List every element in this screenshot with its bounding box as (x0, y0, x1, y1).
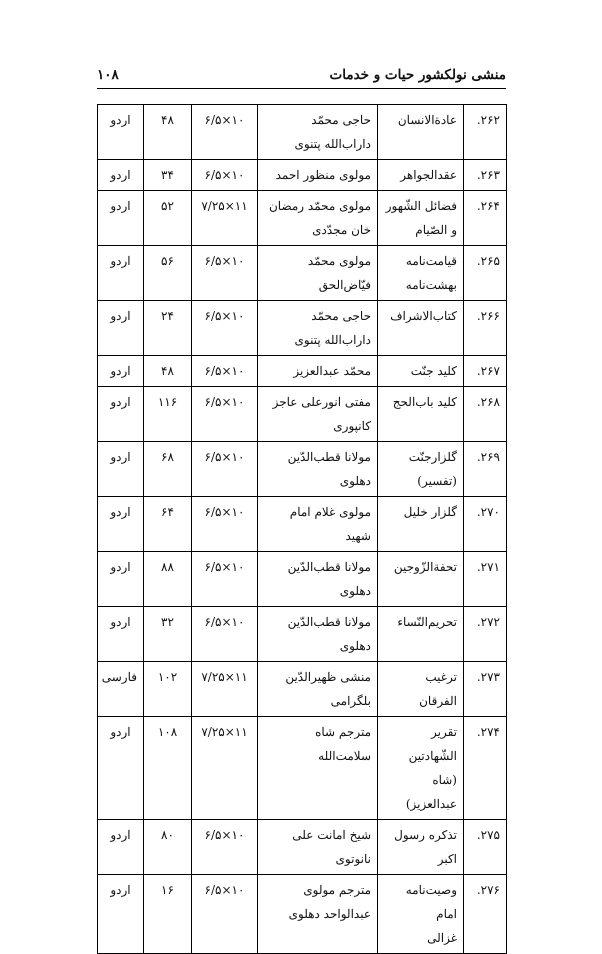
book-title: کتاب‌الاشراف (390, 309, 457, 323)
language: اردو (110, 199, 131, 213)
page-size-cell (192, 497, 258, 552)
language-cell (98, 191, 144, 246)
entry-number-cell (464, 160, 507, 191)
page-count-cell (144, 246, 192, 301)
book-title: وصیت‌نامه امام غزالی (405, 883, 457, 945)
table-row (98, 820, 507, 875)
language: اردو (110, 615, 131, 629)
language-cell (98, 160, 144, 191)
page-size-cell (192, 387, 258, 442)
page-count: ۴۸ (161, 113, 174, 127)
author-name-cell (258, 387, 378, 442)
book-title: تحفةالزّوجین (393, 560, 457, 574)
book-title-cell (378, 607, 464, 662)
language-cell (98, 442, 144, 497)
page-size: ۱۰×۶/۵ (204, 168, 245, 182)
table-row (98, 497, 507, 552)
book-title-cell (378, 301, 464, 356)
page-count: ۲۴ (161, 309, 174, 323)
language: اردو (110, 828, 131, 842)
page-size-cell (192, 246, 258, 301)
page-count-cell (144, 875, 192, 954)
author-name: مولوی محمّد فیّاض‌الحق (307, 254, 371, 292)
entry-number: ۲۶۵. (476, 254, 500, 268)
header-rule (97, 88, 506, 89)
author-name: مولانا قطب‌الدّین دهلوی (287, 560, 371, 598)
author-name: مولانا قطب‌الدّین دهلوی (287, 615, 371, 653)
language-cell (98, 246, 144, 301)
book-title-cell (378, 246, 464, 301)
author-name-cell (258, 717, 378, 820)
page-count-cell (144, 301, 192, 356)
page-count: ۵۶ (161, 254, 174, 268)
table-row (98, 160, 507, 191)
author-name-cell (258, 607, 378, 662)
entry-number: ۲۷۰. (476, 505, 500, 519)
book-title: کلید باب‌الحج (392, 395, 457, 409)
language: اردو (110, 560, 131, 574)
page-size-cell (192, 191, 258, 246)
catalog-table (97, 104, 507, 954)
language: اردو (110, 395, 131, 409)
entry-number: ۲۶۳. (476, 168, 500, 182)
page-count-cell (144, 607, 192, 662)
language: اردو (110, 309, 131, 323)
book-title-cell (378, 875, 464, 954)
running-title: منشی نولکشور حیات و خدمات (329, 67, 506, 83)
entry-number-cell (464, 246, 507, 301)
book-title-cell (378, 662, 464, 717)
book-title-cell (378, 387, 464, 442)
entry-number: ۲۷۳. (476, 670, 500, 684)
entry-number-cell (464, 875, 507, 954)
page-size: ۱۰×۶/۵ (204, 309, 245, 323)
page-size: ۱۱×۷/۲۵ (201, 725, 248, 739)
book-title-cell (378, 191, 464, 246)
page-count: ۶۸ (161, 450, 174, 464)
page-number: ۱۰۸ (97, 67, 119, 83)
page-count: ۱۱۶ (157, 395, 178, 409)
page-size: ۱۰×۶/۵ (204, 828, 245, 842)
catalog-table-body (98, 105, 507, 954)
page-size: ۱۱×۷/۲۵ (201, 199, 248, 213)
language-cell (98, 497, 144, 552)
page-size: ۱۰×۶/۵ (204, 364, 245, 378)
entry-number: ۲۷۲. (476, 615, 500, 629)
entry-number: ۲۷۵. (476, 828, 500, 842)
page-size-cell (192, 442, 258, 497)
page-size-cell (192, 820, 258, 875)
page-size-cell (192, 662, 258, 717)
page-count-cell (144, 497, 192, 552)
author-name-cell (258, 552, 378, 607)
author-name: مولوی منظور احمد (275, 168, 371, 182)
page-count: ۵۲ (161, 199, 174, 213)
book-title: فضائل الشّهور و الصّیام (385, 199, 457, 237)
author-name-cell (258, 160, 378, 191)
page-count-cell (144, 717, 192, 820)
table-row (98, 246, 507, 301)
page-size-cell (192, 607, 258, 662)
page-size: ۱۰×۶/۵ (204, 883, 245, 897)
entry-number-cell (464, 105, 507, 160)
author-name: مترجم شاه سلامت‌الله (315, 725, 371, 763)
book-title-cell (378, 105, 464, 160)
author-name-cell (258, 497, 378, 552)
page-size-cell (192, 356, 258, 387)
language: اردو (110, 505, 131, 519)
language: اردو (110, 450, 131, 464)
author-name: مفتی انورعلی عاجز کانپوری (272, 395, 371, 433)
table-row (98, 717, 507, 820)
table-row (98, 105, 507, 160)
entry-number: ۲۶۹. (476, 450, 500, 464)
author-name-cell (258, 356, 378, 387)
page-count: ۸۰ (161, 828, 174, 842)
language: اردو (110, 364, 131, 378)
language: اردو (110, 883, 131, 897)
language-cell (98, 662, 144, 717)
language: فارسی (101, 670, 137, 684)
author-name: مولوی غلام امام شهید (289, 505, 371, 543)
page-count-cell (144, 105, 192, 160)
table-row (98, 356, 507, 387)
book-title: تذکره رسول اکبر (394, 828, 457, 866)
page-size: ۱۰×۶/۵ (204, 395, 245, 409)
entry-number: ۲۶۸. (476, 395, 500, 409)
author-name: مولوی محمّد رمضان خان مجدّدی (268, 199, 371, 237)
table-row (98, 301, 507, 356)
language-cell (98, 607, 144, 662)
page-size-cell (192, 105, 258, 160)
page-count-cell (144, 160, 192, 191)
page-count-cell (144, 820, 192, 875)
author-name-cell (258, 191, 378, 246)
entry-number-cell (464, 717, 507, 820)
page-count: ۱۶ (161, 883, 174, 897)
entry-number-cell (464, 356, 507, 387)
page-count: ۳۴ (161, 168, 174, 182)
page-count-cell (144, 356, 192, 387)
author-name: شیخ امانت علی نانوتوی (292, 828, 371, 866)
page-size-cell (192, 301, 258, 356)
book-title: عقدالجواهر (400, 168, 457, 182)
book-title-cell (378, 717, 464, 820)
author-name-cell (258, 875, 378, 954)
page-count-cell (144, 662, 192, 717)
book-title: قیامت‌نامه بهشت‌نامه (405, 254, 457, 292)
page-size: ۱۰×۶/۵ (204, 113, 245, 127)
language-cell (98, 552, 144, 607)
author-name: مولانا قطب‌الدّین دهلوی (287, 450, 371, 488)
page-count-cell (144, 552, 192, 607)
entry-number: ۲۷۱. (476, 560, 500, 574)
language: اردو (110, 725, 131, 739)
language-cell (98, 356, 144, 387)
author-name: حاجی محمّد داراب‌الله پتنوی (294, 309, 371, 347)
author-name: مترجم مولوی عبدالواحد دهلوی (288, 883, 371, 921)
page-count: ۱۰۲ (157, 670, 178, 684)
entry-number-cell (464, 442, 507, 497)
entry-number: ۲۶۶. (476, 309, 500, 323)
book-title: عادةالانسان (397, 113, 457, 127)
author-name: محمّد عبدالعزیز (293, 364, 371, 378)
entry-number-cell (464, 497, 507, 552)
language-cell (98, 387, 144, 442)
entry-number: ۲۷۶. (476, 883, 500, 897)
book-title-cell (378, 497, 464, 552)
book-title: تقریر الشّهادتین (شاه عبدالعزیز) (405, 725, 457, 811)
entry-number-cell (464, 662, 507, 717)
entry-number-cell (464, 607, 507, 662)
entry-number: ۲۶۴. (476, 199, 500, 213)
entry-number: ۲۷۴. (476, 725, 500, 739)
page-size: ۱۱×۷/۲۵ (201, 670, 248, 684)
page-size-cell (192, 875, 258, 954)
entry-number-cell (464, 191, 507, 246)
language-cell (98, 301, 144, 356)
table-row (98, 191, 507, 246)
book-title-cell (378, 356, 464, 387)
book-title: گلزارجنّت (تفسیر) (408, 450, 457, 488)
entry-number-cell (464, 387, 507, 442)
author-name: حاجی محمّد داراب‌الله پتنوی (294, 113, 371, 151)
entry-number-cell (464, 301, 507, 356)
table-row (98, 552, 507, 607)
running-header (97, 63, 506, 89)
book-title-cell (378, 160, 464, 191)
language-cell (98, 820, 144, 875)
page-count: ۶۴ (161, 505, 174, 519)
book-title-cell (378, 820, 464, 875)
page-size-cell (192, 160, 258, 191)
page-count: ۳۲ (161, 615, 174, 629)
page-size-cell (192, 717, 258, 820)
author-name-cell (258, 105, 378, 160)
book-title: ترغیب الفرقان (419, 670, 457, 708)
page-count: ۸۸ (161, 560, 174, 574)
table-row (98, 662, 507, 717)
book-title-cell (378, 442, 464, 497)
page-size: ۱۰×۶/۵ (204, 505, 245, 519)
book-title: کلید جنّت (410, 364, 457, 378)
book-title: تحریم‌النّساء (397, 615, 457, 629)
page-count-cell (144, 387, 192, 442)
author-name-cell (258, 442, 378, 497)
table-row (98, 607, 507, 662)
page-count: ۱۰۸ (157, 725, 178, 739)
entry-number: ۲۶۲. (476, 113, 500, 127)
author-name-cell (258, 246, 378, 301)
page-size-cell (192, 552, 258, 607)
page-size: ۱۰×۶/۵ (204, 560, 245, 574)
language-cell (98, 875, 144, 954)
page-count: ۴۸ (161, 364, 174, 378)
page-count-cell (144, 442, 192, 497)
language: اردو (110, 254, 131, 268)
page-count-cell (144, 191, 192, 246)
table-row (98, 875, 507, 954)
book-title: گلزار خلیل (403, 505, 457, 519)
language-cell (98, 717, 144, 820)
book-title-cell (378, 552, 464, 607)
table-row (98, 387, 507, 442)
language-cell (98, 105, 144, 160)
page-size: ۱۰×۶/۵ (204, 615, 245, 629)
entry-number-cell (464, 820, 507, 875)
table-row (98, 442, 507, 497)
language: اردو (110, 113, 131, 127)
page-size: ۱۰×۶/۵ (204, 450, 245, 464)
entry-number: ۲۶۷. (476, 364, 500, 378)
entry-number-cell (464, 552, 507, 607)
author-name: منشی ظهیرالدّین بلگرامی (285, 670, 371, 708)
author-name-cell (258, 662, 378, 717)
language: اردو (110, 168, 131, 182)
author-name-cell (258, 820, 378, 875)
author-name-cell (258, 301, 378, 356)
page-size: ۱۰×۶/۵ (204, 254, 245, 268)
